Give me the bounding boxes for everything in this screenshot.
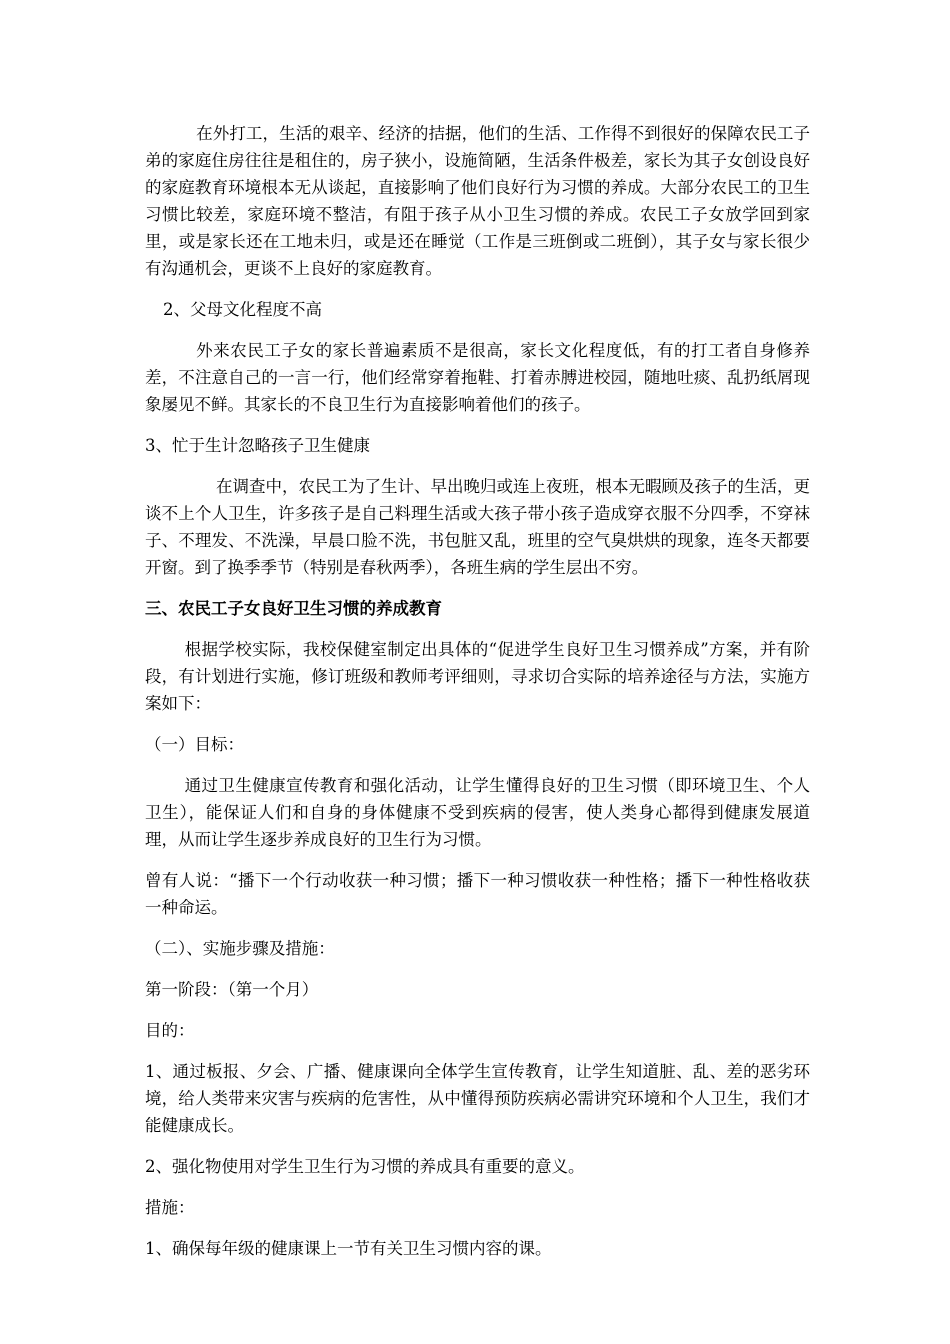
paragraph-goal: 通过卫生健康宣传教育和强化活动，让学生懂得良好的卫生习惯（即环境卫生、个人卫生），能保证人们和自身的身体健康不受到疾病的侵害，使人类身心都得到健康发展道理，从而让学生逐步养成良好的卫生行为习惯。 [145, 776, 810, 849]
paragraph-parent-education: 外来农民工子女的家长普遍素质不是很高，家长文化程度低，有的打工者自身修养差，不注意自己的一言一行，他们经常穿着拖鞋、打着赤膊进校园，随地吐痰、乱扔纸屑现象屡见不鲜。其家长的不良卫生行为直接影响着他们的孩子。 [145, 341, 810, 414]
paragraph-school-plan: 根据学校实际，我校保健室制定出具体的“促进学生良好卫生习惯养成”方案，并有阶段，有计划进行实施，修订班级和教师考评细则，寻求切合实际的培养途径与方法，实施方案如下： [145, 640, 810, 713]
purpose-label: 目的： [145, 1021, 195, 1040]
subheading-busy-livelihood: 3、忙于生计忽略孩子卫生健康 [145, 436, 370, 455]
section-heading-habit-education: 三、农民工子女良好卫生习惯的养成教育 [145, 599, 442, 618]
document-body [145, 120, 810, 1276]
measures-label: 措施： [145, 1198, 195, 1217]
subheading-parent-education: 2、父母文化程度不高 [163, 300, 322, 319]
subheading-steps: （二）、实施步骤及措施： [145, 939, 335, 958]
paragraph-quote: 曾有人说：“播下一个行动收获一种习惯；播下一种习惯收获一种性格；播下一种性格收获一种命运。 [145, 871, 810, 917]
stage-one-label: 第一阶段：（第一个月） [145, 980, 319, 999]
paragraph-busy-livelihood: 在调查中，农民工为了生计、早出晚归或连上夜班，根本无暇顾及孩子的生活，更谈不上个人卫生，许多孩子是自己料理生活或大孩子带小孩子造成穿衣服不分四季，不穿袜子、不理发、不洗澡，早晨口脸不洗，书包脏又乱，班里的空气臭烘烘的现象，连冬天都要开窗。到了换季季节（特别是春秋两季），各班生病的学生层出不穷。 [145, 477, 810, 577]
paragraph-family-environment: 在外打工，生活的艰辛、经济的拮据，他们的生活、工作得不到很好的保障农民工子弟的家庭住房往往是租住的，房子狭小，设施简陋，生活条件极差，家长为其子女创设良好的家庭教育环境根本无从谈起，直接影响了他们良好行为习惯的养成。大部分农民工的卫生习惯比较差，家庭环境不整洁，有阻于孩子从小卫生习惯的养成。农民工子女放学回到家里，或是家长还在工地未归，或是还在睡觉（工作是三班倒或二班倒），其子女与家长很少有沟通机会，更谈不上良好的家庭教育。 [145, 124, 810, 278]
measure-item-1: 1、确保每年级的健康课上一节有关卫生习惯内容的课。 [145, 1239, 552, 1258]
purpose-item-2: 2、强化物使用对学生卫生行为习惯的养成具有重要的意义。 [145, 1157, 585, 1176]
subheading-goal: （一）目标： [145, 735, 244, 754]
purpose-item-1: 1、通过板报、夕会、广播、健康课向全体学生宣传教育，让学生知道脏、乱、差的恶劣环境，给人类带来灾害与疾病的危害性，从中懂得预防疾病必需讲究环境和个人卫生，我们才能健康成长。 [145, 1062, 810, 1135]
